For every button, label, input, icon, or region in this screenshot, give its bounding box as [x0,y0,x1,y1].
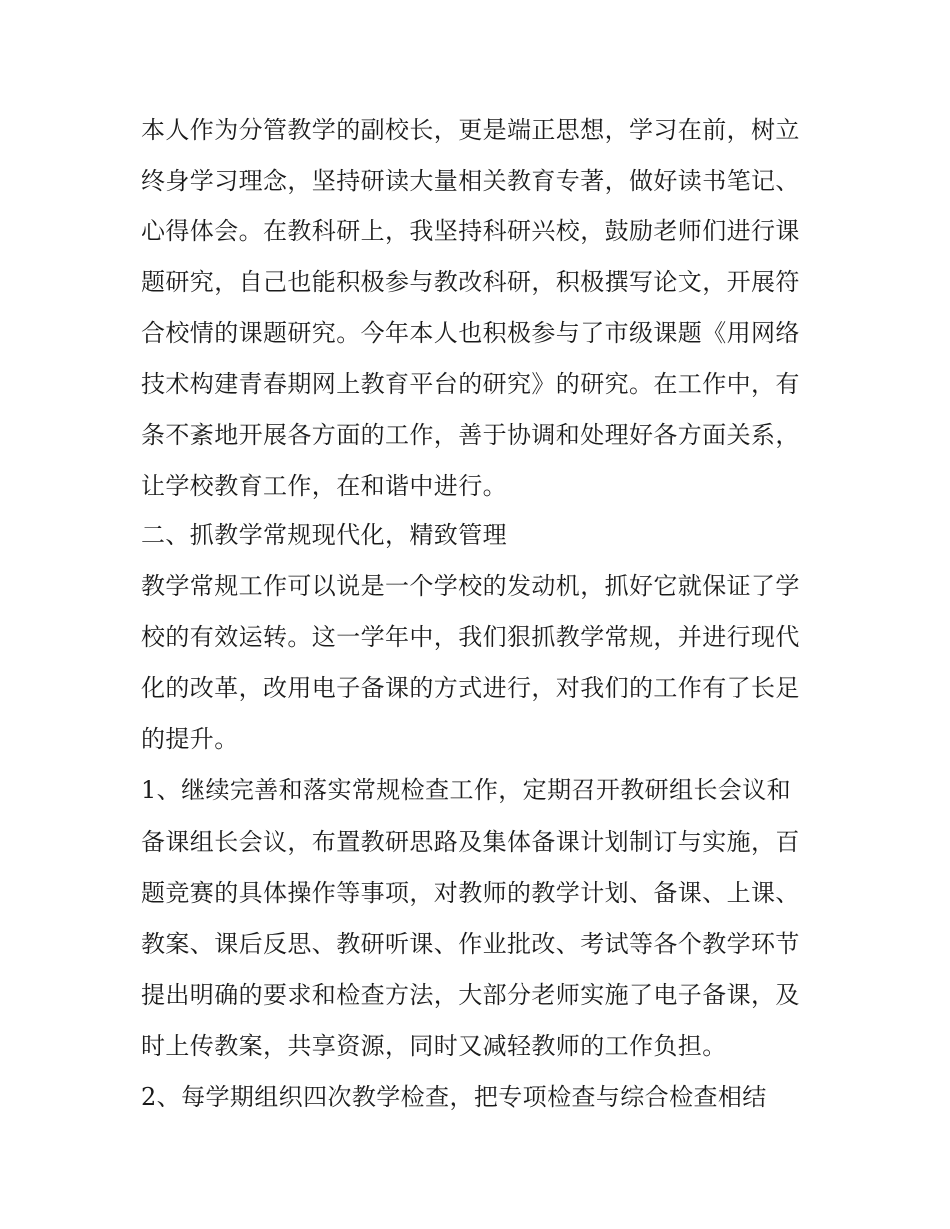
item-2-line-1: 2、每学期组织四次教学检查，把专项检查与综合检查相结 [141,1083,767,1111]
paragraph-1-line-6: 技术构建青春期网上教育平台的研究》的研究。在工作中，有 [141,370,800,398]
item-1-line-3: 题竞赛的具体操作等事项，对教师的教学计划、备课、上课、 [141,879,800,907]
item-1-line-4: 教案、课后反思、教研听课、作业批改、考试等各个教学环节 [141,930,800,958]
section-heading: 二、抓教学常规现代化，精致管理 [141,521,507,549]
item-1-line-6: 时上传教案，共享资源，同时又减轻教师的工作负担。 [141,1032,727,1060]
item-1-line-5: 提出明确的要求和检查方法，大部分老师实施了电子备课，及 [141,981,800,1009]
paragraph-1-line-1: 本人作为分管教学的副校长，更是端正思想，学习在前，树立 [141,116,800,144]
paragraph-1-line-3: 心得体会。在教科研上，我坚持科研兴校，鼓励老师们进行课 [141,217,800,245]
item-1-line-2: 备课组长会议，布置教研思路及集体备课计划制订与实施，百 [141,828,800,856]
item-1-line-1: 1、继续完善和落实常规检查工作，定期召开教研组长会议和 [141,776,792,804]
paragraph-1-line-8: 让学校教育工作，在和谐中进行。 [141,472,507,500]
paragraph-2-line-2: 校的有效运转。这一学年中，我们狠抓教学常规，并进行现代 [141,623,800,651]
paragraph-1-line-5: 合校情的课题研究。今年本人也积极参与了市级课题《用网络 [141,319,800,347]
paragraph-2-line-4: 的提升。 [141,725,239,753]
paragraph-1-line-4: 题研究，自己也能积极参与教改科研，积极撰写论文，开展符 [141,268,800,296]
paragraph-1-line-7: 条不紊地开展各方面的工作，善于协调和处理好各方面关系， [141,421,800,449]
paragraph-2-line-3: 化的改革，改用电子备课的方式进行，对我们的工作有了长足 [141,674,800,702]
paragraph-1-line-2: 终身学习理念，坚持研读大量相关教育专著，做好读书笔记、 [141,167,800,195]
paragraph-2-line-1: 教学常规工作可以说是一个学校的发动机，抓好它就保证了学 [141,572,800,600]
